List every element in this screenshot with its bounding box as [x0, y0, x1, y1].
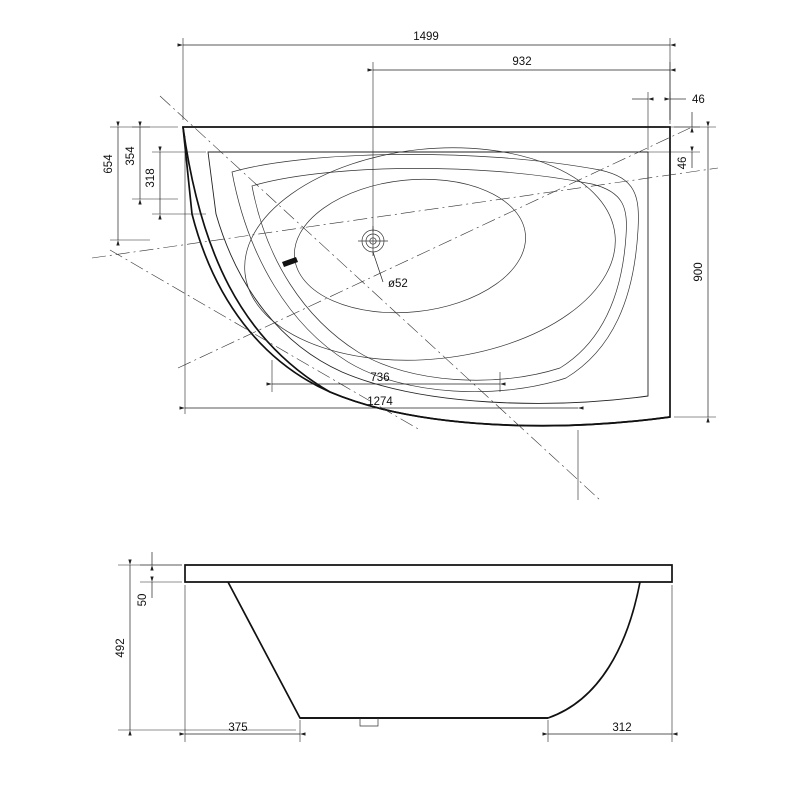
overflow-marker: [282, 257, 298, 267]
dimension-offset-318: [145, 152, 206, 214]
section-waste-stub: [360, 718, 378, 726]
construction-line-a: [92, 168, 718, 258]
dimension-rim-width-top: [632, 92, 705, 150]
dimension-label-1274: 1274: [367, 396, 393, 408]
bath-inner-rim-line: [208, 152, 648, 403]
dimension-to-waste-centre: [373, 56, 670, 232]
dimension-overall-length: [183, 31, 670, 120]
dimension-label-46-right: 46: [677, 156, 689, 170]
dimension-overall-width: [674, 127, 716, 417]
dimension-label-1499: 1499: [413, 31, 439, 43]
dimension-base-312: [548, 585, 672, 742]
front-elevation-view: [115, 552, 672, 742]
dimension-label-318: 318: [145, 168, 157, 188]
dimension-overall-height: [115, 565, 296, 730]
section-rim-slab: [185, 565, 672, 582]
dimension-label-waste: ø52: [388, 278, 408, 290]
dimension-label-312: 312: [612, 722, 632, 734]
dimension-label-736: 736: [370, 372, 390, 384]
dimension-label-375: 375: [228, 722, 248, 734]
dimension-rim-width-right: [648, 112, 700, 169]
dimension-label-932: 932: [512, 56, 532, 68]
dimension-label-46-top: 46: [692, 94, 705, 106]
dimension-rim-thickness: [137, 552, 182, 606]
bath-bowl-ellipse-small: [288, 168, 533, 324]
dimension-waste-diameter: [373, 252, 408, 290]
dimension-label-900: 900: [693, 262, 705, 282]
bath-bowl-contour-inner: [252, 168, 626, 380]
dimension-bottom-1274: [185, 136, 578, 500]
dimension-offset-654: [103, 127, 150, 240]
plan-view: [92, 31, 718, 500]
dimension-label-50: 50: [137, 593, 149, 607]
section-body-profile: [228, 582, 640, 718]
dimension-label-492: 492: [115, 638, 127, 658]
dimension-label-354: 354: [125, 146, 137, 166]
dimension-label-654: 654: [103, 154, 115, 174]
